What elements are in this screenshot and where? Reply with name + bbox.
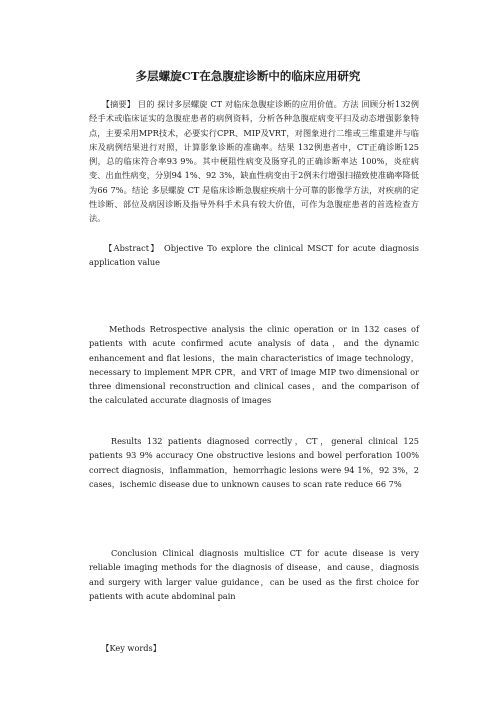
document-title: 多层螺旋CT在急腹症诊断中的临床应用研究 bbox=[135, 69, 361, 83]
keywords-heading: 【Key words】 bbox=[89, 643, 161, 653]
abstract-results-paragraph: Results 132 patients diagnosed correctly，CT，general clinical 125 patients 93 9% accuracy One obstructive lesions and bowel perforation 100% correct diagnosis，inflammation，hemorrhagic lesions were 94 1%，92 3%，2 cases，ischemic disease due to unknown causes to scan rate reduce 66 7% bbox=[89, 436, 419, 489]
abstract-methods-paragraph: Methods Retrospective analysis the clinic operation or in 132 cases of patients with acute confirmed acute analysis of data，and the dynamic enhancement and flat lesions，the main characteristics of image technology，necessary to implement MPR CPR，and VRT of image MIP two dimensional or three dimensional reconstruction and clinical cases，and the comparison of the calculated accurate diagnosis of images bbox=[89, 324, 419, 406]
abstract-conclusion-paragraph: Conclusion Clinical diagnosis multislice CT for acute disease is very reliable imaging methods for the diagnosis of disease，and cause，diagnosis and surgery with larger value guidance，can be used as the first choice for patients with acute abdominal pain bbox=[89, 548, 419, 601]
abstract-chinese-paragraph: 【摘要】 目的 探讨多层螺旋 CT 对临床急腹症诊断的应用价值。方法 回顾分析132例经手术或临床证实的急腹症患者的病例资料，分析各种急腹症病变平扫及动态增强影象特点，主要采用MPR技术，必要实行CPR、MIP及VRT，对图象进行二维或三维重建并与临床及病例结果进行对照，计算影象诊断的准确率。结果 132例患者中，CT正确诊断125例，总的临床符合率93 9%。其中梗阻性病变及肠穿孔的正确诊断率达 100%，炎症病变、出血性病变，分别94 1%、92 3%，缺血性病变由于2例未行增强扫描致使准确率降低为66 7%。结论 多层螺旋 CT 是临床诊断急腹症疾病十分可靠的影像学方法，对疾病的定性诊断、部位及病因诊断及指导外科手术具有较大价值，可作为急腹症患者的首选检查方法。 bbox=[89, 99, 419, 224]
abstract-objective-paragraph: 【Abstract】 Objective To explore the clinical MSCT for acute diagnosis application value bbox=[89, 243, 419, 268]
